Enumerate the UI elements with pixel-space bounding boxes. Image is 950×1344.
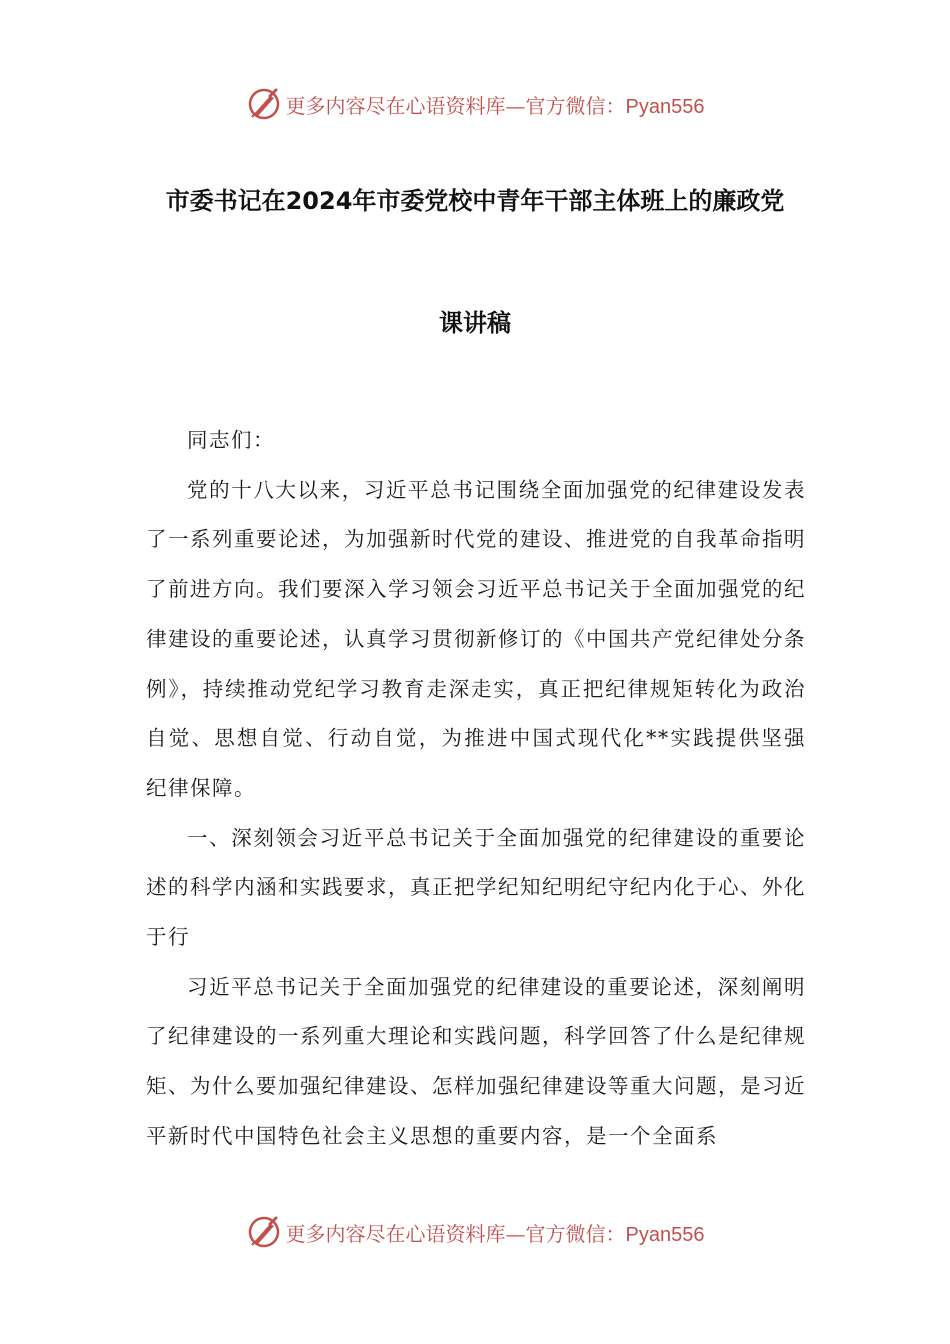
document-title-line-1: 市委书记在2024年市委党校中青年干部主体班上的廉政党 [165, 187, 785, 215]
banner-text: 更多内容尽在心语资料库—官方微信：Pyan556 [285, 93, 705, 118]
pen-logo-icon [246, 1214, 282, 1250]
section-heading: 一、深刻领会习近平总书记关于全面加强党的纪律建设的重要论述的科学内涵和实践要求，真正把学纪知纪明纪守纪内化于心、外化于行 [146, 825, 806, 950]
wechat-id: Pyan556 [625, 95, 705, 118]
paragraph: 习近平总书记关于全面加强党的纪律建设的重要论述，深刻阐明了纪律建设的一系列重大理论和实践问题，科学回答了什么是纪律规矩、为什么要加强纪律建设、怎样加强纪律建设等重大问题，是习近平新时代中国特色社会主义思想的重要内容，是一个全面系 [146, 974, 806, 1148]
wechat-id: Pyan556 [625, 1223, 705, 1246]
salutation: 同志们： [187, 428, 275, 452]
header-banner [0, 84, 950, 124]
pen-logo-icon [246, 86, 282, 122]
document-title-line-2: 课讲稿 [439, 309, 511, 337]
banner-text: 更多内容尽在心语资料库—官方微信：Pyan556 [285, 1221, 705, 1246]
paragraph: 党的十八大以来，习近平总书记围绕全面加强党的纪律建设发表了一系列重要论述，为加强新时代党的建设、推进党的自我革命指明了前进方向。我们要深入学习领会习近平总书记关于全面加强党的纪律建设的重要论述，认真学习贯彻新修订的《中国共产党纪律处分条例》，持续推动党纪学习教育走深走实，真正把纪律规矩转化为政治自觉、思想自觉、行动自觉，为推进中国式现代化**实践提供坚强纪律保障。 [146, 477, 806, 800]
footer-banner [0, 1212, 950, 1252]
document-body [146, 416, 806, 1162]
